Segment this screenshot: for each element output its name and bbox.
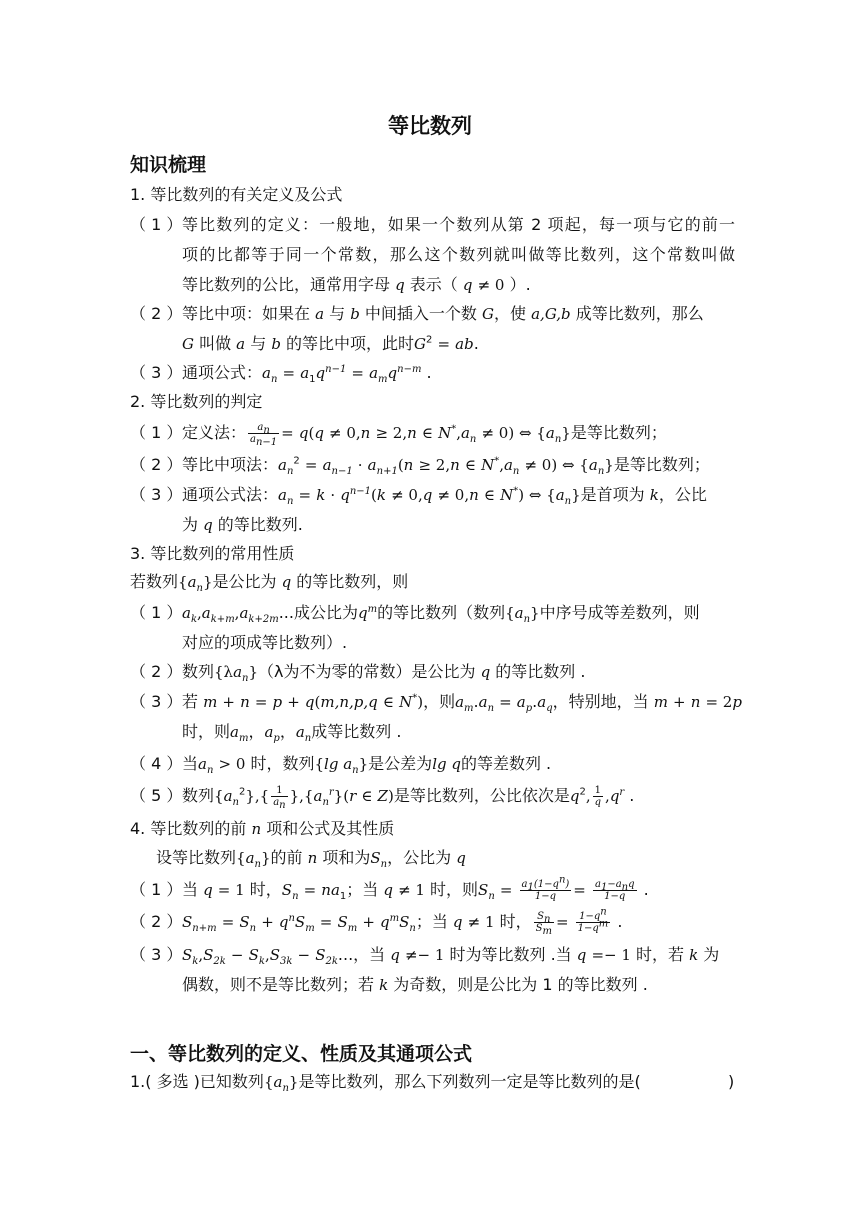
fraction: $\frac{a_n}{a_{n-1}}$	[250, 422, 278, 448]
section-2-heading: 2. 等比数列的判定	[130, 392, 263, 411]
item-text	[182, 602, 735, 662]
text-line: 项的比都等于同一个常数，那么这个数列就叫做等比数列，这个常数叫做	[182, 245, 735, 264]
item-number: （ 3 ）	[130, 945, 183, 964]
section-3-heading: 3. 等比数列的常用性质	[130, 544, 295, 563]
item-text	[182, 303, 735, 363]
text-line: $S_k,S_{2k} - S_k,S_{3k} - S_{2k}$...，当 q ≠− 1 时为等比数列 .当 q =− 1 时，若 k 为	[182, 945, 720, 967]
text-line: 数列$\{\lambda a_n\}(\lambda$为不为零的常数）是公比为 q 的等比数列 .	[182, 662, 586, 684]
text-line: 等比中项：如果在 a 与 b 中间插入一个数 G，使 a,G,b 成等比数列，那么	[182, 304, 704, 323]
item-number: （ 5 ）	[130, 786, 183, 805]
item-text	[182, 944, 735, 1004]
item-text	[182, 454, 735, 484]
knowledge-heading: 知识梳理	[130, 154, 207, 176]
text-line: 等比数列的公比，通常用字母 q 表示（ q ≠ 0 ）.	[182, 275, 531, 294]
item-text	[182, 785, 735, 815]
text-line: 当$a_n > 0$ 时，数列{lg $a_n$}是公差为lg q的等差数列 .	[182, 754, 552, 776]
item-number: （ 2 ）	[130, 662, 183, 681]
question-1: 1.( 多选 )已知数列$\{a_n\}$是等比数列，那么下列数列一定是等比数列的是(	[130, 1072, 641, 1094]
part-1-heading: 一、等比数列的定义、性质及其通项公式	[130, 1043, 473, 1065]
item-number: （ 2 ）	[130, 912, 183, 931]
item-number: （ 1 ）	[130, 215, 183, 234]
text-line: 时，则$a_m$，$a_p$，$a_n$成等比数列 .	[182, 722, 402, 744]
item-text	[182, 661, 735, 691]
section-4-heading: 4. 等比数列的前 n 项和公式及其性质	[130, 819, 395, 838]
item-number: （ 3 ）	[130, 485, 183, 504]
item-text	[182, 214, 735, 304]
item-text	[182, 362, 735, 392]
fraction: $\frac{a_1(1-q^n)}{1-q}$	[521, 874, 570, 902]
item-number: （ 3 ）	[130, 363, 183, 382]
item-number: （ 2 ）	[130, 455, 183, 474]
fraction: $\frac{1-q^n}{1-q^m}$	[577, 906, 609, 934]
item-number: （ 1 ）	[130, 603, 183, 622]
fraction: $\frac{S_n}{S_m}$	[535, 911, 552, 937]
text-line: 等比中项法：$a_n^2 = a_{n-1} \cdot a_{n+1}(n \ge 2,n$ ∈ $N^*,a_n \ne 0$) ⇔ $\{a_n\}$是等比数列；	[182, 455, 710, 477]
text-line: 等比数列的定义：一般地，如果一个数列从第 2 项起，每一项与它的前一	[182, 215, 735, 234]
item-text	[182, 906, 735, 941]
item-number: （ 4 ）	[130, 754, 183, 773]
item-text	[182, 691, 742, 751]
item-number: （ 1 ）	[130, 423, 183, 442]
item-text	[182, 874, 735, 909]
section-4-intro: 设等比数列$\{a_n\}$的前 n 项和为$S_n$，公比为 q	[156, 848, 466, 870]
text-line: G 叫做 a 与 b 的等比中项，此时$G^2$ = ab.	[182, 334, 479, 353]
text-line: 通项公式法：$a_n = k \cdot q^{n-1}(k \ne 0,q \ne 0,n$ ∈ N*) ⇔ $\{a_n\}$是首项为 k，公比	[182, 485, 707, 507]
text-line: 定义法： $\frac{a_n}{a_{n-1}}$ = q(q ≠ 0,n ≥ 2,n ∈ $N^*,a_n \ne 0$) ⇔ $\{a_n\}$是等比数列；	[182, 422, 667, 448]
text-line: 偶数，则不是等比数列；若 k 为奇数，则是公比为 1 的等比数列 .	[182, 975, 648, 994]
fraction: $\frac{a_1-a_nq}{1-q}$	[594, 879, 635, 902]
text-line: $S_{n+m} = S_n + q^nS_m = S_m + q^mS_n$；当 q ≠ 1 时， $\frac{S_n}{S_m}$ = $\frac{1-q^n}{1-q^m}$ .	[182, 906, 623, 937]
text-line: 对应的项成等比数列）.	[182, 633, 348, 652]
text-line: $a_k,a_{k+m},a_{k+2m}$...成公比为$q^m$的等比数列（数列$\{a_n\}$中序号成等差数列，则	[182, 603, 700, 625]
text-line: 为 q 的等比数列.	[182, 515, 303, 534]
text-line: 通项公式：$a_n = a_1q^{n-1} = a_mq^{n-m}$ .	[182, 363, 432, 386]
text-line: 若 m + n = p + q(m,n,p,q ∈ N*)，则$a_m.a_n = a_p.a_q$，特别地，当 m + n = 2p	[182, 692, 742, 714]
question-1-answer-paren: )	[728, 1072, 735, 1091]
page-title: 等比数列	[388, 114, 472, 138]
item-number: （ 1 ）	[130, 880, 183, 899]
text-line: 数列$\{a_n^2\}$,{ $\frac{1}{a_n}$ }$,\{a_n^r\}(r$ ∈ Z)是等比数列，公比依次是$q^2$, $\frac{1}{q}$ $,q^r$ .	[182, 785, 635, 811]
section-3-intro: 若数列$\{a_n\}$是公比为 q 的等比数列，则	[130, 572, 409, 594]
fraction: $\frac{1}{a_n}$	[273, 785, 286, 811]
item-number: （ 2 ）	[130, 304, 183, 323]
fraction: $\frac{1}{q}$	[594, 785, 602, 808]
text-line: 当 q = 1 时，$S_n = na_1$；当 q ≠ 1 时，则$S_n$ = $\frac{a_1(1-q^n)}{1-q}$ = $\frac{a_1-a_nq}{1-q}$ .	[182, 874, 649, 903]
item-text	[182, 422, 735, 452]
item-text	[182, 753, 735, 783]
item-text	[182, 484, 735, 544]
item-number: （ 3 ）	[130, 692, 183, 711]
section-1-heading: 1. 等比数列的有关定义及公式	[130, 185, 343, 204]
